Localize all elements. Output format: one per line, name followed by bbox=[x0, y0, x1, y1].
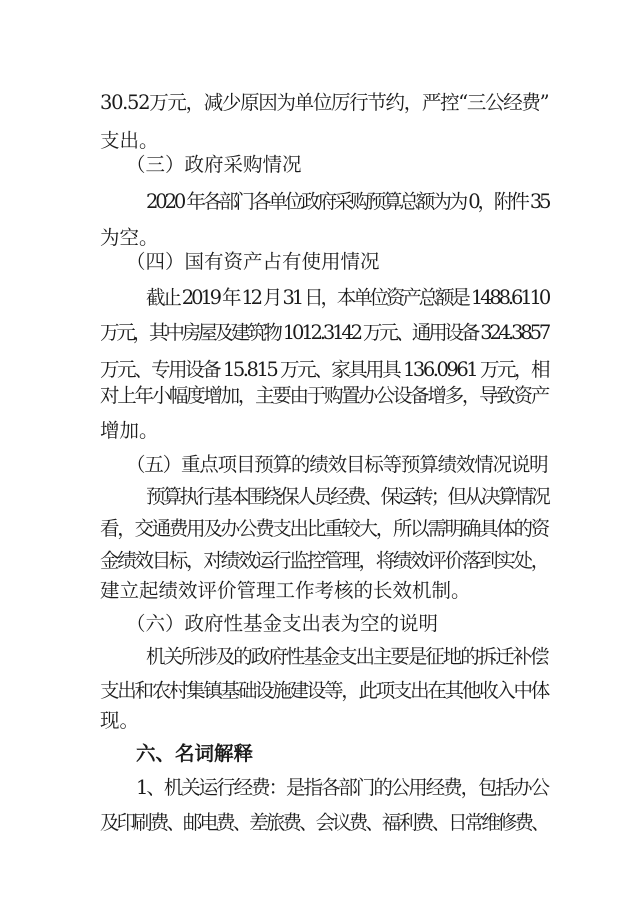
chapter-heading: 六、名词解释 bbox=[136, 742, 254, 765]
section-heading-4: （四）国有资产占有使用情况 bbox=[126, 250, 380, 273]
text-line: 金绩效目标，对绩效运行监控管理，将绩效评价落到实处， bbox=[100, 549, 549, 572]
text-line: 对上年小幅度增加，主要由于购置办公设备增多，导致资产 bbox=[100, 384, 549, 407]
text-line: 预算执行基本围绕保人员经费、保运转；但从决算情况 bbox=[146, 485, 549, 508]
text-line: 现。 bbox=[100, 709, 140, 732]
text-line: 万元，其中房屋及建筑物 1012.3142 万元、通用设备 324.3857 bbox=[100, 321, 549, 344]
text-line: 支出。 bbox=[100, 129, 159, 152]
text-line: 机关所涉及的政府性基金支出主要是征地的拆迁补偿 bbox=[146, 645, 548, 668]
section-heading-3: （三）政府采购情况 bbox=[126, 153, 302, 176]
text-line: 为空。 bbox=[100, 226, 159, 249]
text-line: 看，交通费用及办公费支出比重较大，所以需明确具体的资 bbox=[100, 517, 549, 540]
text-line: 30.52万元，减少原因为单位厉行节约，严控“三公经费” bbox=[100, 91, 549, 114]
text-line: 1、机关运行经费：是指各部门的公用经费，包括办公 bbox=[136, 776, 548, 799]
text-line: 2020 年各部门各单位政府采购预算总额为为 0，附件 35 bbox=[146, 190, 549, 213]
text-line: 截止 2019 年 12 月 31 日，本单位资产总额是 1488.6110 bbox=[146, 286, 549, 309]
text-line: 万元、专用设备 15.815 万元、家具用具 136.0961 万元，相 bbox=[100, 358, 549, 381]
text-line: 支出和农村集镇基础设施建设等，此项支出在其他收入中体 bbox=[100, 679, 549, 702]
text-line: 建立起绩效评价管理工作考核的长效机制。 bbox=[100, 579, 471, 602]
text-line: 及印刷费、邮电费、差旅费、会议费、福利费、日常维修费、 bbox=[100, 811, 548, 834]
section-heading-6: （六）政府性基金支出表为空的说明 bbox=[126, 612, 439, 635]
section-heading-5: （五）重点项目预算的绩效目标等预算绩效情况说明 bbox=[126, 453, 548, 476]
text-line: 增加。 bbox=[100, 419, 159, 442]
